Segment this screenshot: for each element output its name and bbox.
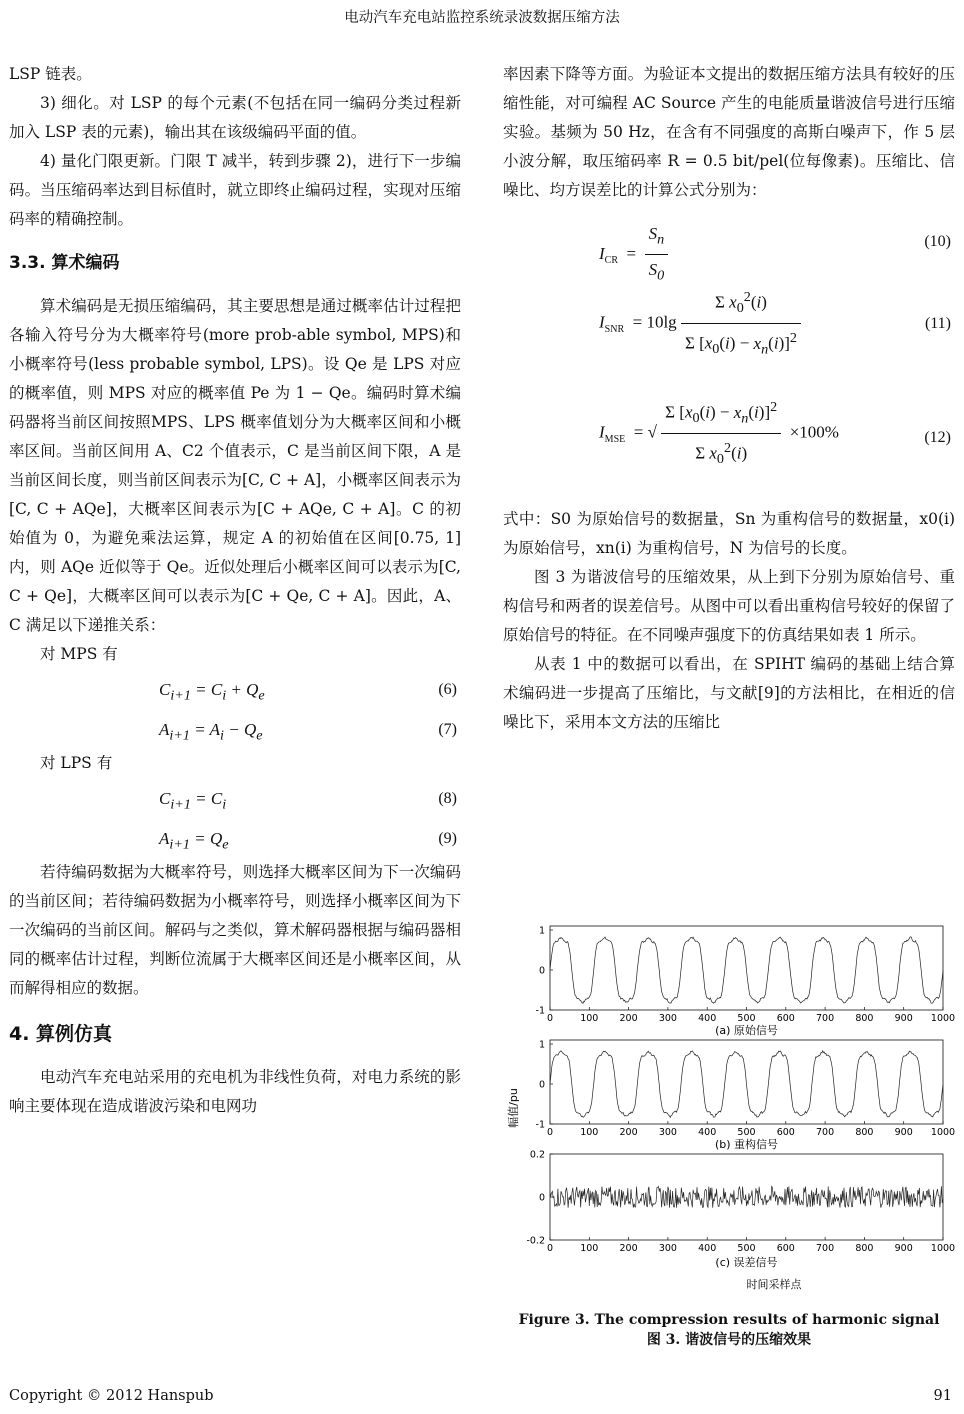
equation-11 <box>503 273 955 379</box>
paragraph: 4) 量化门限更新。门限 T 减半，转到步骤 2)，进行下一步编码。当压缩码率达到目标值时，就立即终止编码过程，实现对压缩码率的精确控制。 <box>9 152 461 228</box>
paragraph: 率因素下降等方面。为验证本文提出的数据压缩方法具有较好的压缩性能，对可编程 AC Source 产生的电能质量谐波信号进行压缩实验。基频为 50 Hz，在含有不同强度的高斯白噪声下，作 5 层小波分解，取压缩码率 R = 0.5 bit/pel(位每像素)。压缩比、信噪比、均方误差比的计算公式分别为： <box>503 65 955 199</box>
equation-number: (8) <box>438 790 457 807</box>
x-tick-label: 100 <box>580 1243 599 1254</box>
equation-number: (6) <box>438 681 457 698</box>
equation-number: (10) <box>924 233 951 250</box>
y-tick-label: 1 <box>538 1039 545 1051</box>
equation-formula: $I_{CR}$ = $\frac{S_n}{S_0}$ <box>599 219 668 291</box>
x-tick-label: 600 <box>776 1243 795 1254</box>
equation-formula: $C_{i+1} = C_i$ <box>159 789 227 813</box>
x-tick-label: 600 <box>776 1013 795 1024</box>
figure-3-chart <box>503 918 958 1308</box>
equation-8 <box>9 778 461 818</box>
equation-formula: $C_{i+1} = C_i + Q_e$ <box>159 680 265 704</box>
x-tick-label: 0 <box>546 1243 554 1254</box>
paragraph: 图 3 为谐波信号的压缩效果，从上到下分别为原始信号、重构信号和两者的误差信号。从图中可以看出重构信号较好的保留了原始信号的特征。在不同噪声强度下的仿真结果如表 1 所示。 <box>503 568 955 644</box>
x-tick-label: 1000 <box>930 1127 956 1138</box>
series-line <box>550 1186 943 1207</box>
equation-12 <box>503 379 955 505</box>
y-axis-label: 幅值/pu <box>507 1088 520 1128</box>
x-tick-label: 700 <box>816 1243 835 1254</box>
paragraph: 对 LPS 有 <box>40 754 113 772</box>
page-header: 电动汽车充电站监控系统录波数据压缩方法 <box>344 10 620 26</box>
y-tick-label: -0.2 <box>526 1235 545 1247</box>
equation-number: (12) <box>924 429 951 446</box>
paragraph: 对 MPS 有 <box>40 645 118 663</box>
paragraph: 电动汽车充电站采用的充电机为非线性负荷，对电力系统的影响主要体现在造成谐波污染和电网功 <box>9 1068 461 1115</box>
section-heading-3-3: 3.3. 算术编码 <box>9 253 120 273</box>
equation-6 <box>9 669 461 709</box>
footer-copyright: Copyright © 2012 Hanspub <box>9 1388 214 1404</box>
x-tick-label: 0 <box>546 1013 554 1024</box>
y-tick-label: -1 <box>535 1119 545 1131</box>
x-tick-label: 100 <box>580 1013 599 1024</box>
y-tick-label: 0 <box>538 1192 545 1204</box>
section-heading-4: 4. 算例仿真 <box>9 1023 113 1045</box>
x-tick-label: 400 <box>698 1127 717 1138</box>
paragraph: 若待编码数据为大概率符号，则选择大概率区间为下一次编码的当前区间；若待编码数据为小概率符号，则选择小概率区间为下一次编码的当前区间。解码与之类似，算术解码器根据与编码器相同的概率估计过程，判断位流属于大概率区间还是小概率区间，从而解得相应的数据。 <box>9 863 461 997</box>
equation-formula: $A_{i+1} = A_i - Q_e$ <box>159 720 263 744</box>
figure-caption <box>503 1310 955 1350</box>
paragraph: 算术编码是无损压缩编码，其主要思想是通过概率估计过程把各输入符号分为大概率符号(more prob-able symbol, MPS)和小概率符号(less probable symbol, LPS)。设 Qe 是 LPS 对应的概率值，则 MPS 对应的概率值 Pe 为 1 − Qe。编码时算术编码器将当前区间按照MPS、LPS 概率值划分为大概率区间和小概率区间。当前区间用 A、C2 个值表示，C 是当前区间下限，A 是当前区间长度，则当前区间表示为[C, C + A]，小概率区间表示为[C, C + AQe]，大概率区间表示为[C + AQe, C + A]。C 的初始值为 0，为避免乘法运算，规定 A 的初始值在区间[0.75, 1]内，则 AQe 近似等于 Qe。近似处理后小概率区间可以表示为[C, C + Qe]，大概率区间可以表示为[C + Qe, C + A]。因此，A、C 满足以下递推关系： <box>9 297 461 634</box>
x-tick-label: 800 <box>855 1243 874 1254</box>
x-tick-label: 400 <box>698 1243 717 1254</box>
footer-page-number: 91 <box>933 1388 952 1404</box>
paragraph: LSP 链表。 <box>9 65 92 83</box>
y-tick-label: -1 <box>535 1005 545 1017</box>
y-tick-label: 0 <box>538 1079 545 1091</box>
equation-9 <box>9 818 461 858</box>
paragraph: 3) 细化。对 LSP 的每个元素(不包括在同一编码分类过程新加入 LSP 表的元素)，输出其在该级编码平面的值。 <box>9 94 461 141</box>
x-tick-label: 400 <box>698 1013 717 1024</box>
equation-formula: $I_{MSE}$ = √ $\frac{\Sigma [x_0(i) - x_n(i)]^2}{\Sigma x_0^2(i)}$ ×100% <box>599 393 839 474</box>
panel-caption: (c) 误差信号 <box>715 1256 778 1269</box>
x-tick-label: 500 <box>737 1127 756 1138</box>
left-column <box>9 60 461 1121</box>
x-tick-label: 700 <box>816 1127 835 1138</box>
x-tick-label: 300 <box>658 1013 677 1024</box>
equation-number: (7) <box>438 721 457 738</box>
x-tick-label: 300 <box>658 1243 677 1254</box>
figure-caption-cn: 图 3. 谐波信号的压缩效果 <box>646 1332 812 1348</box>
x-tick-label: 300 <box>658 1127 677 1138</box>
chart-panels <box>526 926 955 1270</box>
equation-10 <box>503 205 955 284</box>
y-tick-label: 0 <box>538 965 545 977</box>
paragraph: 式中：S0 为原始信号的数据量，Sn 为重构信号的数据量，x0(i) 为原始信号，xn(i) 为重构信号，N 为信号的长度。 <box>503 510 955 557</box>
x-axis-label: 时间采样点 <box>746 1278 802 1291</box>
x-tick-label: 800 <box>855 1013 874 1024</box>
equation-number: (9) <box>438 830 457 847</box>
paragraph: 从表 1 中的数据可以看出，在 SPIHT 编码的基础上结合算术编码进一步提高了压缩比，与文献[9]的方法相比，在相近的信噪比下，采用本文方法的压缩比 <box>503 655 955 731</box>
x-tick-label: 500 <box>737 1243 756 1254</box>
x-tick-label: 900 <box>894 1013 913 1024</box>
series-line <box>550 1051 943 1118</box>
x-tick-label: 500 <box>737 1013 756 1024</box>
equation-formula: $I_{SNR} = 10\lg$ $\frac{\Sigma x_0^2(i)}{\Sigma [x_0(i) - x_n(i)]^2}$ <box>599 283 801 364</box>
x-tick-label: 1000 <box>930 1013 956 1024</box>
x-tick-label: 0 <box>546 1127 554 1138</box>
equation-number: (11) <box>924 315 951 332</box>
equation-formula: $A_{i+1} = Q_e$ <box>159 829 229 853</box>
right-column <box>503 60 955 737</box>
x-tick-label: 200 <box>619 1243 638 1254</box>
x-tick-label: 700 <box>816 1013 835 1024</box>
x-tick-label: 900 <box>894 1127 913 1138</box>
equation-7 <box>9 709 461 749</box>
x-tick-label: 200 <box>619 1127 638 1138</box>
figure-caption-en: Figure 3. The compression results of harmonic signal <box>518 1312 940 1328</box>
x-tick-label: 100 <box>580 1127 599 1138</box>
x-tick-label: 1000 <box>930 1243 956 1254</box>
series-line <box>550 937 943 1004</box>
panel-caption: (b) 重构信号 <box>714 1138 779 1151</box>
y-tick-label: 1 <box>538 925 545 937</box>
x-tick-label: 800 <box>855 1127 874 1138</box>
x-tick-label: 600 <box>776 1127 795 1138</box>
panel-caption: (a) 原始信号 <box>715 1024 778 1037</box>
y-tick-label: 0.2 <box>529 1149 545 1161</box>
x-tick-label: 200 <box>619 1013 638 1024</box>
x-tick-label: 900 <box>894 1243 913 1254</box>
